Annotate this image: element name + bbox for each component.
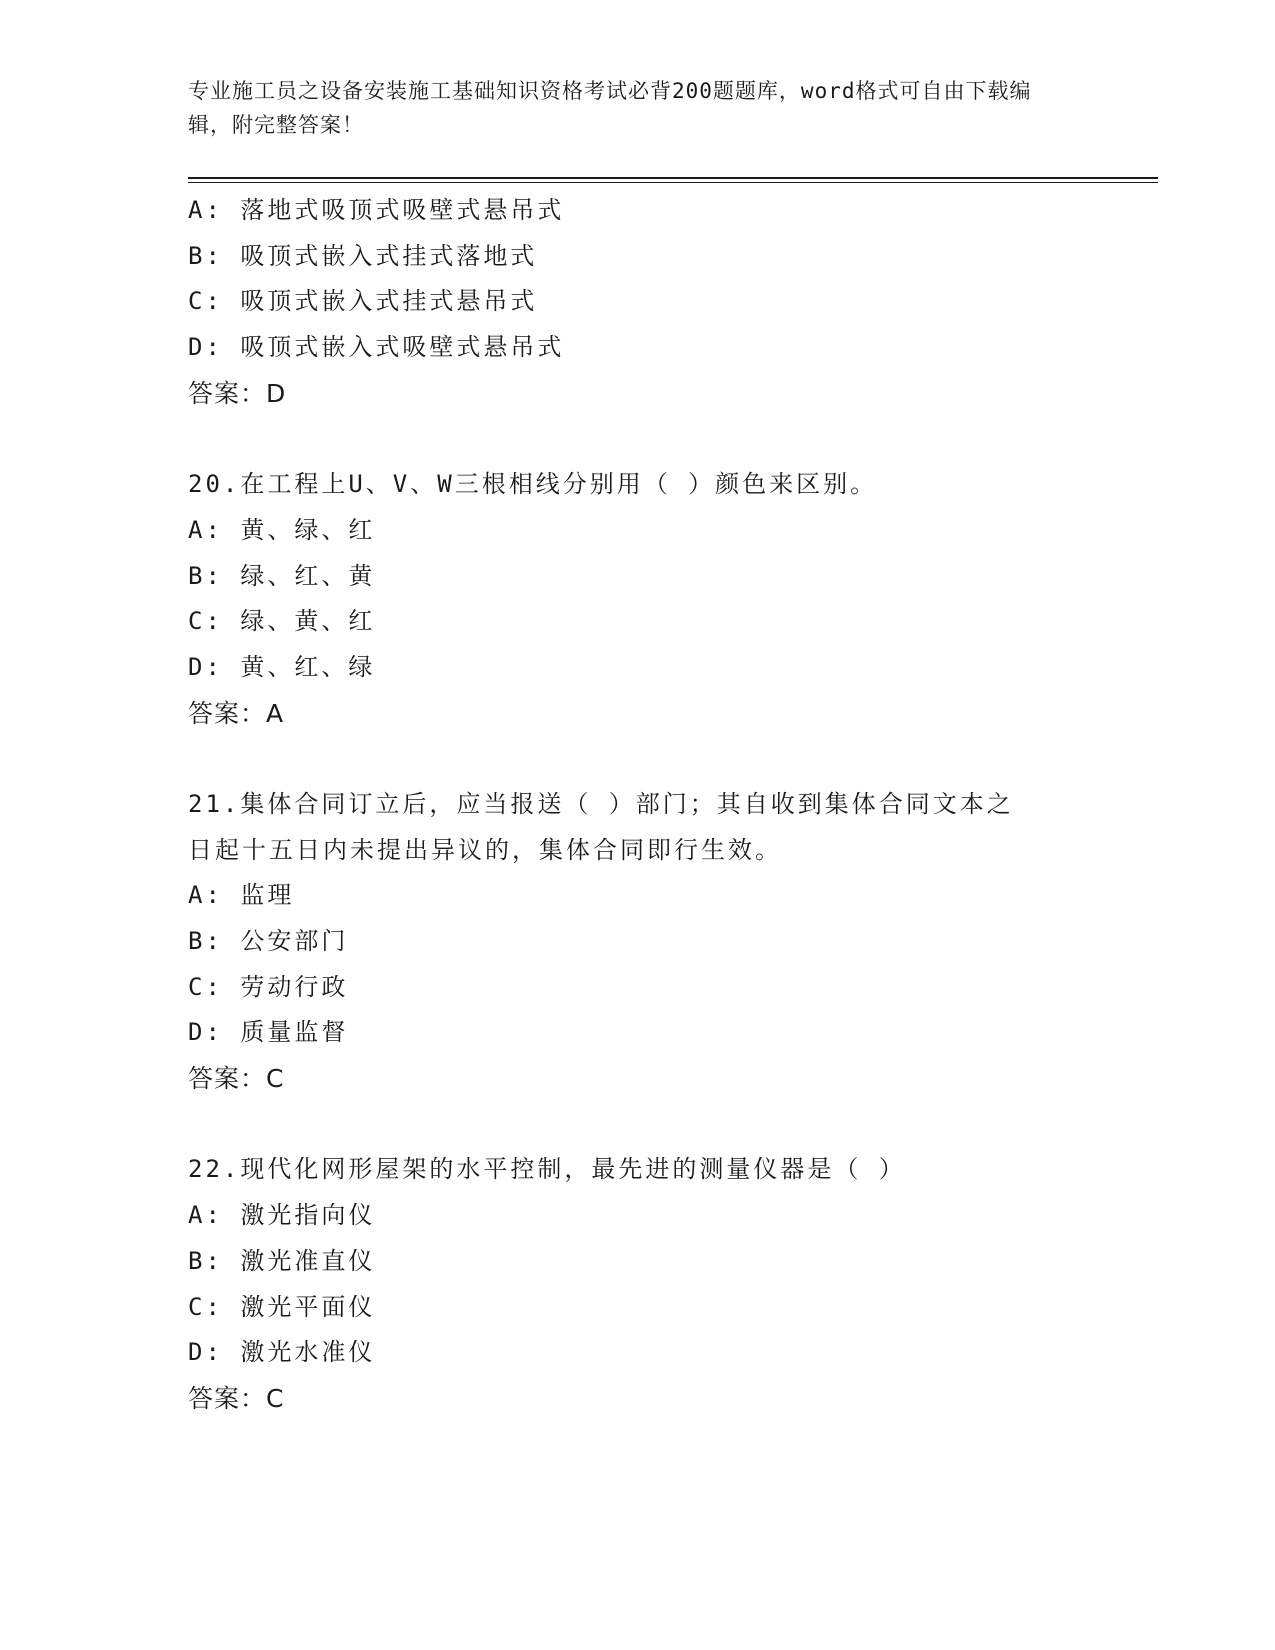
q19-option-c: C: 吸顶式嵌入式挂式悬吊式 bbox=[188, 287, 538, 316]
q20-option-d: D: 黄、红、绿 bbox=[188, 652, 376, 681]
header-rule-thick bbox=[188, 177, 1158, 179]
header-rule-thin bbox=[188, 182, 1158, 183]
q19-answer: 答案：D bbox=[188, 378, 287, 408]
q21-stem-line2: 日起十五日内未提出异议的，集体合同即行生效。 bbox=[188, 835, 782, 864]
q21-option-a: A: 监理 bbox=[188, 881, 295, 910]
spacer bbox=[188, 736, 1088, 782]
q22-stem: 22.现代化网形屋架的水平控制，最先进的测量仪器是（ ） bbox=[188, 1155, 906, 1184]
q21-answer: 答案：C bbox=[188, 1064, 285, 1094]
q22-option-c: C: 激光平面仪 bbox=[188, 1292, 376, 1321]
q20-answer: 答案：A bbox=[188, 698, 285, 728]
q21-stem-line1: 21.集体合同订立后，应当报送（ ）部门；其自收到集体合同文本之 bbox=[188, 789, 1014, 818]
q20-option-c: C: 绿、黄、红 bbox=[188, 607, 376, 636]
q22-option-d: D: 激光水准仪 bbox=[188, 1338, 376, 1367]
q21-option-b: B: 公安部门 bbox=[188, 927, 349, 955]
q20-option-b: B: 绿、红、黄 bbox=[188, 561, 376, 590]
q22-option-b: B: 激光准直仪 bbox=[188, 1246, 376, 1275]
page-header: 专业施工员之设备安装施工基础知识资格考试必背200题题库，word格式可自由下载编辑，附完整答案！ bbox=[188, 79, 1032, 137]
q21-option-d: D: 质量监督 bbox=[188, 1018, 349, 1047]
question-list bbox=[188, 188, 1088, 1422]
q22-option-a: A: 激光指向仪 bbox=[188, 1201, 376, 1230]
q20-option-a: A: 黄、绿、红 bbox=[188, 515, 376, 544]
q19-option-a: A: 落地式吸顶式吸壁式悬吊式 bbox=[188, 196, 565, 224]
q20-stem: 20.在工程上U、V、W三根相线分别用（ ）颜色来区别。 bbox=[188, 470, 878, 499]
q22-answer: 答案：C bbox=[188, 1383, 285, 1413]
q19-option-d: D: 吸顶式嵌入式吸壁式悬吊式 bbox=[188, 333, 565, 362]
q21-option-c: C: 劳动行政 bbox=[188, 972, 349, 1001]
spacer bbox=[188, 416, 1088, 462]
spacer bbox=[188, 1102, 1088, 1148]
q19-option-b: B: 吸顶式嵌入式挂式落地式 bbox=[188, 241, 538, 270]
